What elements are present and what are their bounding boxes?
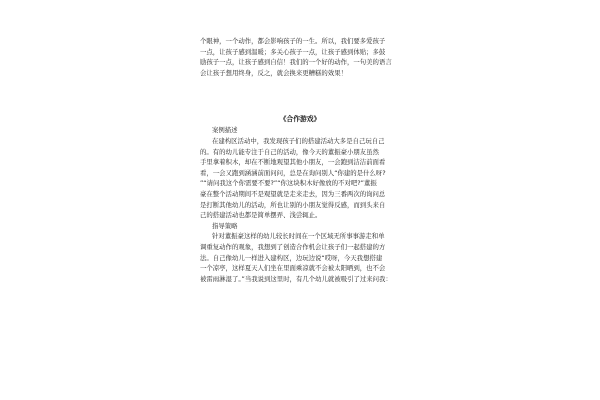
text-line: 会让孩子想用终身，反之，就会换来更糟糕的效果！ (200, 68, 347, 77)
intro-paragraph (200, 36, 400, 78)
text-line: 的。有的幼儿能专注于自己的活动，像今天的董振豪小朋友虽然 (200, 147, 379, 156)
text-line: 豪在整个活动期间不是观望就是走来走去，因为三番两次的询问总 (200, 189, 386, 198)
text-line: 个眼神，一个动作，都会影响孩子的一生。所以，我们要多爱孩子 (200, 37, 386, 45)
case-heading: 案例描述 (212, 126, 238, 135)
text-line: ”“请问我这个你需要不要?”“你这块积木好像放的不对吧?”董振 (200, 179, 377, 188)
text-line: 看，一会又跑到涵涵前面问问，总是在询问别人“你建的是什么呀? (200, 168, 386, 177)
text-line: 一点，让孩子感到温暖；多关心孩子一点，让孩子感到体贴；多鼓 (200, 47, 386, 56)
strategy-heading: 指导策略 (212, 221, 238, 230)
case-paragraph (200, 136, 400, 221)
document-body (200, 36, 400, 284)
section-title: 《合作游戏》 (279, 115, 321, 124)
text-line: 励孩子一点，让孩子感到自信！我们的一个好的动作，一句美的语言 (200, 58, 392, 67)
text-line: 手里拿着积木，却在不断地观望其他小朋友，一会跑到洁洁前面看 (200, 158, 386, 167)
text-line: 己的搭建活动也都是简单摆弄、浅尝辄止。 (200, 211, 322, 220)
text-line: 法。自己像幼儿一样进入建构区，边玩边说“哎呀，今天我想搭建 (200, 253, 383, 262)
text-line: 在建构区活动中，我发现孩子们的搭建活动大多是自己玩自己 (212, 136, 385, 145)
text-line: 是打断其他幼儿的活动，所也让别的小朋友觉得反感，而到头来自 (200, 200, 386, 209)
text-line: 针对董振豪这样的幼儿较长时间在一个区域无所事事游走和单 (212, 232, 385, 241)
spacer (200, 78, 400, 114)
text-line: 一个凉亭，这样夏天人们坐在里面乘凉就不会被太阳晒到，也不会 (200, 264, 386, 273)
text-line: 调重复动作的观象，我想到了创造合作机会让孩子们一起搭建的方 (200, 242, 386, 251)
strategy-paragraph (200, 231, 400, 284)
text-line: 被雷雨淋湿了。”当我说到这里时，有几个幼儿就被吸引了过来问我： (200, 274, 392, 283)
